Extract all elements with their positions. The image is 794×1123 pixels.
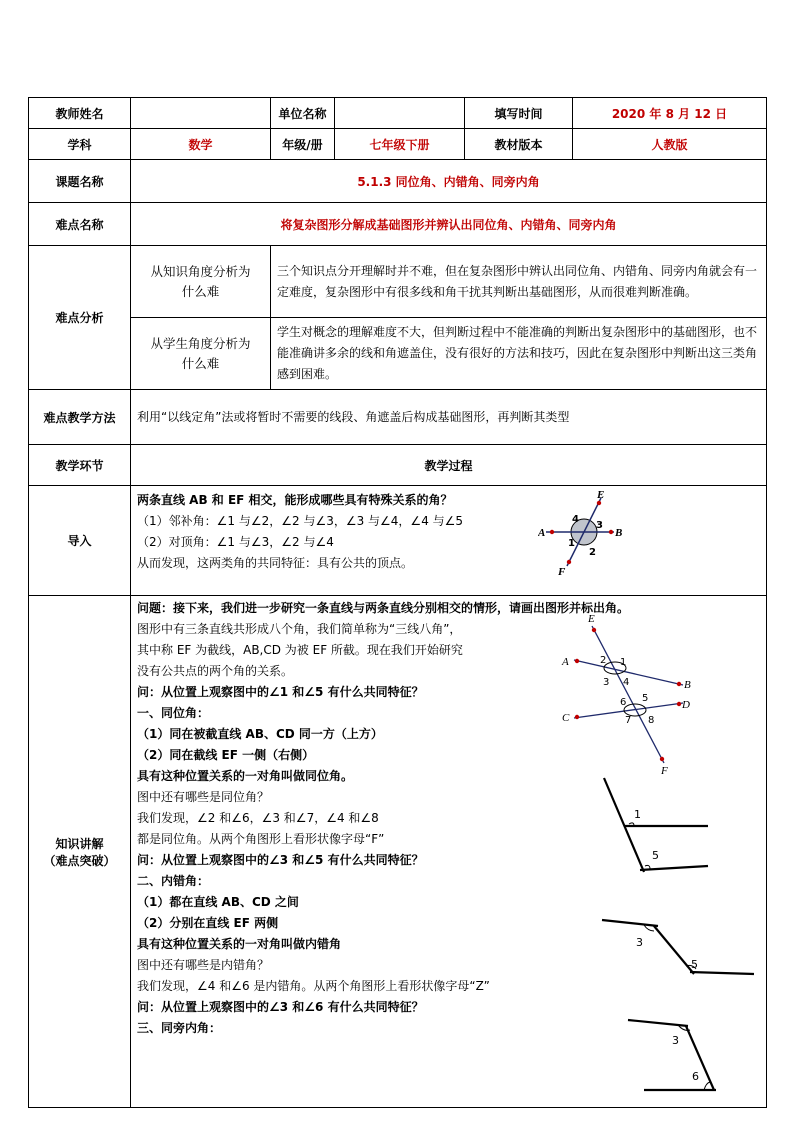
transversal (686, 1026, 714, 1090)
knowledge-label: 从知识角度分析为什么难 (131, 246, 271, 318)
stage-label: 教学环节 (29, 445, 131, 486)
corresponding-angles-f-figure (596, 774, 716, 878)
lecture-line: 问题：接下来，我们进一步研究一条直线与两条直线分别相交的情形，请画出图形并标出角。 (137, 601, 630, 615)
lecture-line: 三、同旁内角： (137, 1021, 222, 1035)
difficulty-value: 将复杂图形分解成基础图形并辨认出同位角、内错角、同旁内角 (131, 203, 767, 246)
angle-2-label: 2 (589, 547, 596, 558)
label-b: B (615, 527, 623, 539)
topic-value: 5.1.3 同位角、内错角、同旁内角 (131, 160, 767, 203)
teacher-value (131, 98, 271, 129)
lecture-label: 知识讲解 (55, 836, 104, 851)
lecture-label-cell (29, 596, 131, 1108)
lecture-line: 问：从位置上观察图中的∠3 和∠6 有什么共同特征？ (137, 1000, 424, 1014)
angle-6-label: 6 (692, 1070, 699, 1083)
alternate-angles-z-figure (598, 914, 758, 980)
three-lines-eight-angles-figure (558, 608, 698, 776)
lecture-line: （1）都在直线 AB、CD 之间 (137, 895, 299, 909)
lecture-line: 其中称 EF 为截线，AB,CD 为被 EF 所截。现在我们开始研究 (137, 643, 463, 657)
point-a (575, 659, 579, 663)
upper-line (628, 1020, 688, 1026)
angle-2-label: 2 (600, 655, 607, 666)
co-interior-angles-figure (624, 1014, 744, 1094)
lecture-line: 我们发现，∠2 和∠6，∠3 和∠7，∠4 和∠8 (137, 811, 379, 825)
label-e: E (597, 489, 605, 501)
lecture-line: 具有这种位置关系的一对角叫做同位角。 (137, 769, 354, 783)
lecture-line: 问：从位置上观察图中的∠3 和∠5 有什么共同特征？ (137, 853, 424, 867)
point-e (592, 628, 596, 632)
label-f: F (558, 566, 566, 578)
lecture-line: （1）同在被截直线 AB、CD 同一方（上方） (137, 727, 383, 741)
intro-label: 导入 (29, 486, 131, 596)
angle-8-label: 8 (648, 715, 655, 726)
intro-line: （2）对顶角：∠1 与∠3，∠2 与∠4 (137, 535, 334, 549)
label-d: D (682, 699, 690, 711)
lecture-line: 问：从位置上观察图中的∠1 和∠5 有什么共同特征？ (137, 685, 424, 699)
angle-7-label: 7 (625, 715, 632, 726)
method-text: 利用“以线定角”法或将暂时不需要的线段、角遮盖后构成基础图形，再判断其类型 (131, 390, 767, 445)
intro-line: 两条直线 AB 和 EF 相交，能形成哪些具有特殊关系的角？ (137, 493, 453, 507)
unit-value (335, 98, 465, 129)
transversal (654, 926, 694, 974)
lecture-line: 具有这种位置关系的一对角叫做内错角 (137, 937, 342, 951)
date-label: 填写时间 (465, 98, 573, 129)
lecture-line: 都是同位角。从两个角图形上看形状像字母“F” (137, 832, 385, 846)
angle-3-label: 3 (596, 520, 603, 531)
lecture-line: 图中还有哪些是同位角？ (137, 790, 270, 804)
point-b (677, 682, 681, 686)
intersecting-lines-figure (538, 486, 638, 578)
subject-value: 数学 (131, 129, 271, 160)
angle-5-label: 5 (691, 958, 698, 971)
label-c: C (562, 712, 570, 724)
angle-1-label: 1 (634, 808, 641, 821)
edition-label: 教材版本 (465, 129, 573, 160)
angle-1-label: 1 (568, 538, 575, 549)
lecture-line: 二、内错角： (137, 874, 210, 888)
lecture-label-sub: （难点突破） (43, 853, 116, 868)
lecture-line: 一、同位角： (137, 706, 210, 720)
intro-line: （1）邻补角：∠1 与∠2，∠2 与∠3，∠3 与∠4，∠4 与∠5 (137, 514, 464, 528)
point-c (575, 715, 579, 719)
method-label: 难点教学方法 (29, 390, 131, 445)
lecture-line: 我们发现，∠4 和∠6 是内错角。从两个角图形上看形状像字母“Z” (137, 979, 490, 993)
label-a: A (562, 656, 569, 668)
label-a: A (538, 527, 546, 539)
point-f (567, 560, 571, 564)
lecture-line: （2）分别在直线 EF 两侧 (137, 916, 279, 930)
angle-3-label: 3 (672, 1034, 679, 1047)
label-f: F (661, 765, 668, 776)
lecture-line: （2）同在截线 EF 一侧（右侧） (137, 748, 315, 762)
point-f (660, 757, 664, 761)
upper-line (602, 920, 658, 926)
lecture-line: 图中还有哪些是内错角？ (137, 958, 270, 972)
unit-label: 单位名称 (271, 98, 335, 129)
lecture-line: 没有公共点的两个角的关系。 (137, 664, 294, 678)
subject-label: 学科 (29, 129, 131, 160)
angle-5-label: 5 (652, 849, 659, 862)
lower-line (690, 972, 754, 974)
student-text: 学生对概念的理解难度不大，但判断过程中不能准确的判断出复杂图形中的基础图形，也不能准确讲多余的线和角遮盖住，没有很好的方法和技巧，因此在复杂图形中判断出这三类角感到困难。 (271, 318, 767, 390)
teacher-label: 教师姓名 (29, 98, 131, 129)
topic-label: 课题名称 (29, 160, 131, 203)
analysis-label: 难点分析 (29, 246, 131, 390)
edition-value: 人教版 (573, 129, 767, 160)
transversal-ef (592, 626, 664, 763)
angle-arc-6 (704, 1082, 710, 1090)
date-value: 2020 年 8 月 12 日 (573, 98, 767, 129)
lecture-line: 图形中有三条直线共形成八个角，我们简单称为“三线八角”， (137, 622, 462, 636)
angle-3-label: 3 (603, 677, 610, 688)
angle-1-label: 1 (620, 657, 627, 668)
point-a (550, 530, 554, 534)
student-label: 从学生角度分析为什么难 (131, 318, 271, 390)
angle-3-label: 3 (636, 936, 643, 949)
point-b (609, 530, 613, 534)
grade-label: 年级/册 (271, 129, 335, 160)
angle-4-label: 4 (623, 677, 630, 688)
intro-content (131, 486, 767, 596)
intro-line: 从而发现，这两类角的共同特征：具有公共的顶点。 (137, 556, 414, 570)
angle-4-label: 4 (572, 514, 579, 525)
label-b: B (684, 679, 691, 691)
knowledge-text: 三个知识点分开理解时并不难，但在复杂图形中辨认出同位角、内错角、同旁内角就会有一定难度，复杂图形中有很多线和角干扰其判断出基础图形，从而很难判断准确。 (271, 246, 767, 318)
angle-6-label: 6 (620, 697, 627, 708)
point-e (597, 501, 601, 505)
process-label: 教学过程 (131, 445, 767, 486)
label-e: E (588, 613, 595, 625)
grade-value: 七年级下册 (335, 129, 465, 160)
angle-5-label: 5 (642, 693, 649, 704)
difficulty-label: 难点名称 (29, 203, 131, 246)
point-d (677, 702, 681, 706)
